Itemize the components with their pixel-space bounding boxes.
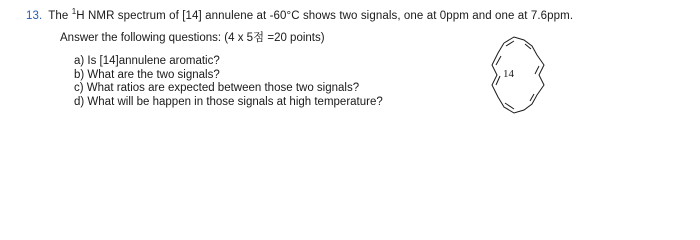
sub-question-list [74,55,383,109]
sub-question-d: d) What will be happen in those signals at high temperature? [74,95,383,108]
double-bond [506,41,514,46]
question-stem [26,7,573,22]
double-bond [496,56,501,65]
double-bond [530,94,534,101]
stem-prefix: The [48,10,69,22]
sub-question-a: a) Is [14]annulene aromatic? [74,55,220,67]
ring-outline [492,37,544,113]
double-bond [535,66,539,74]
double-bond [496,76,500,85]
question-number: 13. [26,10,43,22]
sub-question-b: b) What are the two signals? [74,68,220,81]
isotope-superscript: 1 [71,7,77,16]
stem-text: H NMR spectrum of [14] annulene at -60°C shows two signals, one at 0ppm and one at 7.6ppm. [76,10,574,22]
annulene-structure-drawing [486,30,548,120]
ring-size-label: 14 [503,68,514,80]
sub-question-c: c) What ratios are expected between those two signals? [74,82,360,94]
question-instruction: Answer the following questions: (4 x 5점 =20 points) [60,32,325,44]
